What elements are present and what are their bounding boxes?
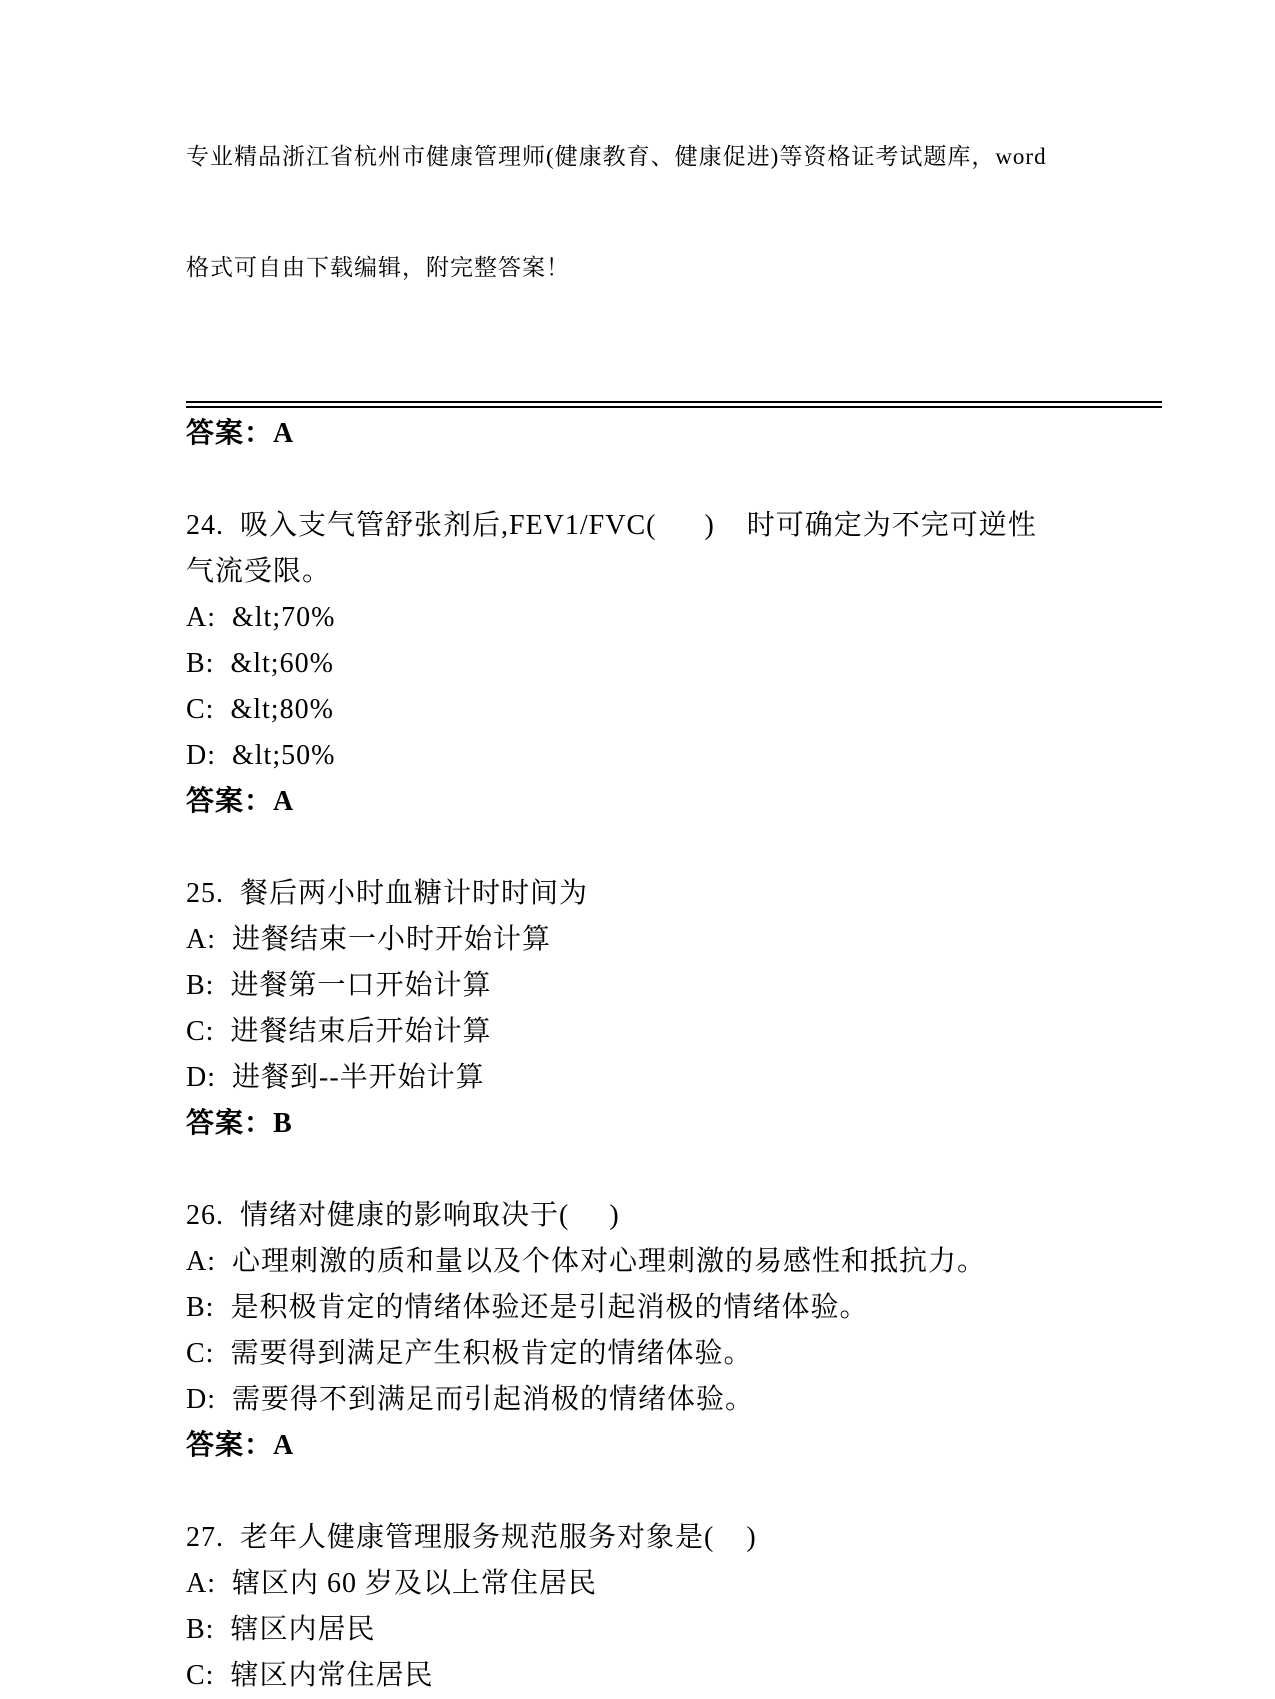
option-d: D: 需要得不到满足而引起消极的情绪体验。 — [186, 1384, 755, 1415]
option-a: A: 进餐结束一小时开始计算 — [186, 924, 552, 955]
answer-line: 答案：A — [186, 786, 295, 817]
option-c: C: 进餐结束后开始计算 — [186, 1016, 492, 1047]
question-text-line: 26. 情绪对健康的影响取决于( ) — [186, 1200, 620, 1231]
answer-line: 答案：A — [186, 1430, 295, 1461]
option-a: A: &lt;70% — [186, 602, 336, 633]
question-text-line: 24. 吸入支气管舒张剂后,FEV1/FVC( ) 时可确定为不完可逆性 — [186, 510, 1037, 541]
option-d: D: 进餐到--半开始计算 — [186, 1062, 485, 1093]
option-b: B: 进餐第一口开始计算 — [186, 970, 492, 1001]
question-26 — [186, 1193, 1162, 1469]
option-c: C: 需要得到满足产生积极肯定的情绪体验。 — [186, 1338, 753, 1369]
answer-line: 答案：B — [186, 1108, 293, 1139]
option-b: B: 辖区内居民 — [186, 1614, 376, 1645]
option-d: D: &lt;50% — [186, 740, 336, 771]
question-27 — [186, 1515, 1162, 1699]
question-text-line: 气流受限。 — [186, 556, 332, 587]
option-c: C: &lt;80% — [186, 694, 334, 725]
answer-line: 答案：A — [186, 418, 295, 449]
option-a: A: 心理刺激的质和量以及个体对心理刺激的易感性和抵抗力。 — [186, 1246, 987, 1277]
header-divider-line — [186, 401, 1162, 408]
document-header — [186, 64, 1162, 360]
option-b: B: &lt;60% — [186, 648, 334, 679]
question-25 — [186, 871, 1162, 1147]
option-a: A: 辖区内 60 岁及以上常住居民 — [186, 1568, 598, 1599]
option-c: C: 辖区内常住居民 — [186, 1660, 434, 1691]
header-line-1: 专业精品浙江省杭州市健康管理师(健康教育、健康促进)等资格证考试题库，word — [186, 144, 1047, 169]
option-b: B: 是积极肯定的情绪体验还是引起消极的情绪体验。 — [186, 1292, 869, 1323]
question-24 — [186, 503, 1162, 825]
header-line-2: 格式可自由下载编辑，附完整答案！ — [186, 255, 570, 280]
question-text-line: 27. 老年人健康管理服务规范服务对象是( ) — [186, 1522, 757, 1553]
question-text-line: 25. 餐后两小时血糖计时时间为 — [186, 878, 589, 909]
